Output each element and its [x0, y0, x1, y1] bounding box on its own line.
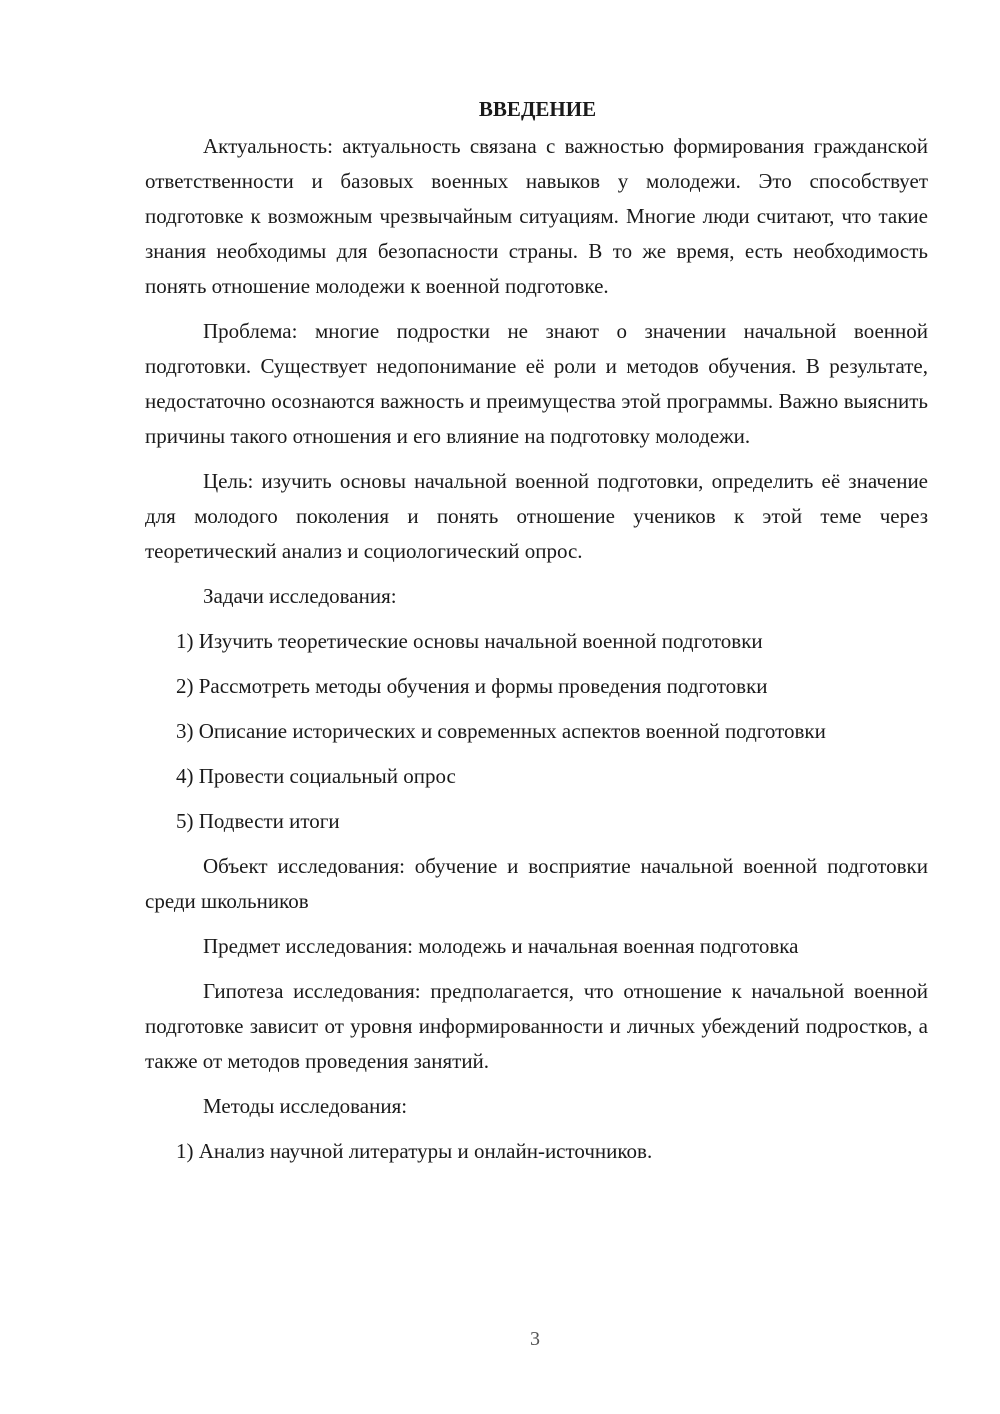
task-item-1: 1) Изучить теоретические основы начальной военной подготовки [176, 629, 763, 653]
paragraph-hypothesis: Гипотеза исследования: предполагается, что отношение к начальной военной подготовке зависит от уровня информированности и личных убеждений подростков, а также от методов проведения занятий. [145, 979, 928, 1073]
section-heading: ВВЕДЕНИЕ [478, 97, 597, 121]
task-item-4: 4) Провести социальный опрос [176, 764, 456, 788]
paragraph-relevance: Актуальность: актуальность связана с важностью формирования гражданской ответственности и базовых военных навыков у молодежи. Это способствует подготовке к возможным чрезвычайным ситуациям. Многие люди считают, что такие знания необходимы для безопасности страны. В то же время, есть необходимость понять отношение молодежи к военной подготовке. [145, 134, 928, 298]
task-item-5: 5) Подвести итоги [176, 809, 340, 833]
document-page [145, 92, 928, 1179]
paragraph-object: Объект исследования: обучение и восприятие начальной военной подготовки среди школьников [145, 854, 928, 913]
paragraph-problem: Проблема: многие подростки не знают о значении начальной военной подготовки. Существует недопонимание её роли и методов обучения. В результате, недостаточно осознаются важность и преимущества этой программы. Важно выяснить причины такого отношения и его влияние на подготовку молодежи. [145, 319, 928, 448]
method-item-1: 1) Анализ научной литературы и онлайн-источников. [176, 1139, 653, 1163]
paragraph-goal: Цель: изучить основы начальной военной подготовки, определить её значение для молодого поколения и понять отношение учеников к этой теме через теоретический анализ и социологический опрос. [145, 469, 928, 563]
methods-heading: Методы исследования: [203, 1094, 408, 1118]
paragraph-subject: Предмет исследования: молодежь и начальная военная подготовка [203, 934, 799, 958]
task-item-2: 2) Рассмотреть методы обучения и формы проведения подготовки [176, 674, 768, 698]
tasks-heading: Задачи исследования: [203, 584, 397, 608]
page-number: 3 [530, 1328, 540, 1350]
task-item-3: 3) Описание исторических и современных аспектов военной подготовки [176, 719, 826, 743]
